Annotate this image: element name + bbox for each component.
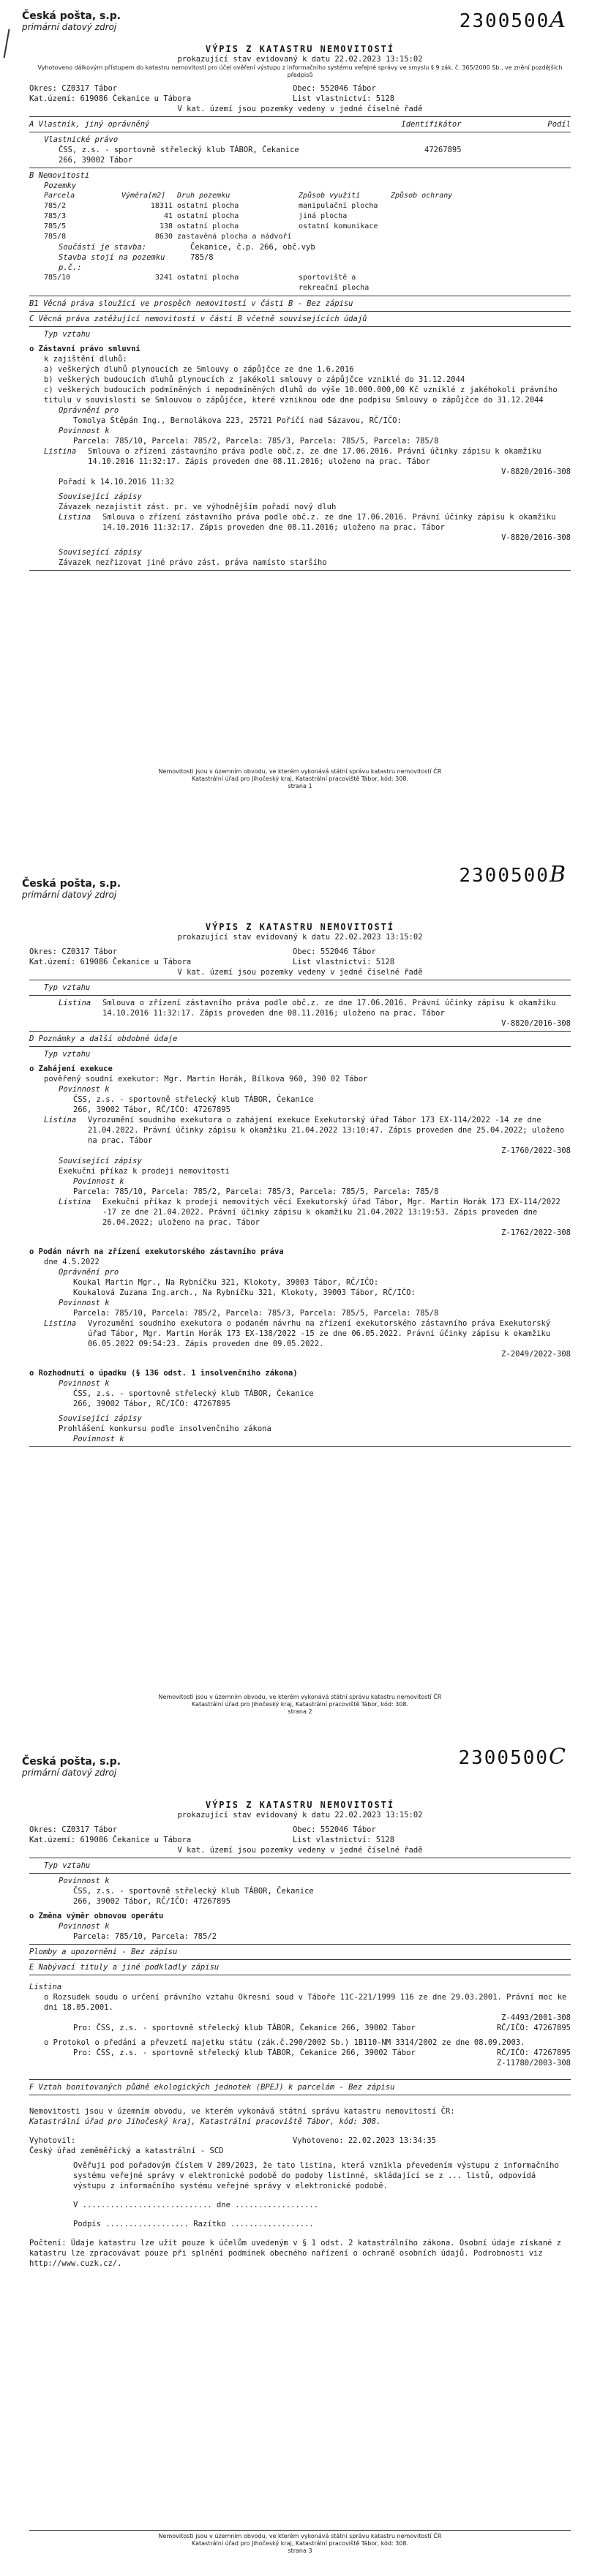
section-d: D Poznámky a další obdobné údaje — [29, 1034, 178, 1043]
table-row: 785/5 138 ostatní plocha ostatní komunikace — [44, 222, 378, 230]
doc-date: prokazující stav evidovaný k datu 22.02.2023 13:15:02 — [177, 55, 423, 64]
zastavni-pravo: o Zástavní právo smluvní — [29, 345, 140, 353]
stamp-number: 2300500C — [458, 1744, 567, 1770]
doc-intro: Vyhotoveno dálkovým přístupem do katastru nemovitostí pro účel ověření výstupu z informačního systému veřejné správy ve smyslu § 9 zák. č. 365/2000 Sb., ve znění pozdějších předpisů — [37, 64, 563, 78]
doc-title: VÝPIS Z KATASTRU NEMOVITOSTÍ — [205, 44, 395, 54]
stamp-number: 2300500B — [459, 862, 567, 887]
stamp-number: 2300500A — [459, 7, 567, 33]
brand-subtitle: primární datový zdroj — [22, 22, 117, 32]
zahajeni-exekuce: o Zahájení exekuce — [29, 1064, 113, 1073]
pocteni: Počtení: Údaje katastru lze užít pouze k účelům uvedeným v § 1 odst. 2 katastrálního zákona. Osobní údaje získané z katastru lze zpracovávat pouze při splnění podmínek obecného nařízení o ochraně osobních údajů. Podrobnosti viz http://www.cuzk.cz/. — [29, 2239, 561, 2268]
table-row: 785/2 18311 ostatní plocha manipulační plocha — [44, 202, 378, 210]
post-header: Česká pošta, s.p. primární datový zdroj — [22, 1756, 121, 1778]
overovaci-dolozka: Ověřuji pod pořadovým číslem V 209/2023, že tato listina, která vznikla převedením výstupu z informačního systému veřejné správy v elektronické podobě do podoby listinné, skládající se z ... listů, odpovídá výstupu z informačního systému veřejné správy v elektronické podobě. — [73, 2161, 559, 2190]
margin-mark — [4, 29, 15, 59]
parcel-table — [44, 191, 457, 242]
parcel-table-2 — [44, 273, 395, 293]
page-3-body: VÝPIS Z KATASTRU NEMOVITOSTÍ prokazující stav evidovaný k datu 22.02.2023 13:15:02 Okres: CZ0317 Tábor Obec: 552046 Tábor Kat.území: 619086 Čekanice u Tábora List vlastnictví: 5128 V kat. území jsou pozemky vedeny v jedné číselné řadě Typ vztahu Povinnost k ČSS, z.s. - sportovně střelecký klub TÁBOR, Čekanice 266, 39002 Tábor, RČ/IČO: 47267895 o Změna výměr obnovou operátu Povinnost k Parcela: 785/10, Parcela: 785/2 Plomby a upozornění - Bez zápisu E Nabývací tituly a jiné podkladly zápisu Listina o Rozsudek soudu o určení právního vztahu Okresní soud v Táboře 11C-221/1999 116 ze dne 29.03.2001. Právní moc ke dni 18.05.2001. Z-4493/2001-308 Pro: ČSS, z.s. - sportovně střelecký klub TÁBOR, Čekanice 266, 39002 Tábor RČ/IČO: 47267895 o Protokol o předání a převzetí majetku státu (zák.č.290/2002 Sb.) 1B110-NM 3314/2002 ze dne 08.09.2003. Pro: ČSS, z.s. - sportovně střelecký klub TÁBOR, Čekanice 266, 39002 Tábor RČ/IČO: 47267895 Z-11780/2003-308 F Vztah bonitovaných půdně ekologických jednotek (BPEJ) k parcelám - Bez zápisu Nemovitosti jsou v územním obvodu, ve kterém vykonává státní správu katastru nemovitostí ČR: Katastrální úřad pro Jihočeský kraj, Katastrální pracoviště Tábor, kód: 308. Vyhotovil: Vyhotoveno: 22.02.2023 13:34:35 Český úřad zeměměřický a katastrální - SCD Ověřuji pod pořadovým číslem V 209/2023, že tato listina, která vznikla převedením výstupu z informačního systému veřejné správy v elektronické podobě do podoby listinné, skládající se z ... listů, odpovídá výstupu z informačního systému veřejné správy v elektronické podobě. V ............................ dne .................. Podpis .................. Razítko .................. Počtení: Údaje katastru lze užít pouze k účelům uvedeným v § 1 odst. 2 katastrálního zákona. Osobní údaje získané z katastru lze zpracovávat pouze při splnění podmínek obecného nařízení o ochraně osobních údajů. Podrobnosti viz http://www.cuzk.cz/. — [29, 1800, 571, 2268]
table-row: 785/8 8630 zastavěná plocha a nádvoří — [44, 233, 292, 241]
post-header — [22, 10, 121, 32]
kat-row: Kat.území: 619086 Čekanice u Tábora List vlastnictví: 5128 — [29, 94, 395, 103]
table-row: 785/10 3241 ostatní plocha sportoviště a rekreační plocha — [44, 274, 370, 292]
okres-row: Okres: CZ0317 Tábor Obec: 552046 Tábor — [29, 84, 376, 93]
page-1 — [0, 0, 600, 797]
plomby: Plomby a upozornění - Bez zápisu — [29, 1948, 178, 1956]
table-row: 785/3 41 ostatní plocha jiná plocha — [44, 212, 348, 220]
section-e: E Nabývací tituly a jiné podkladly zápisu — [29, 1963, 220, 1972]
page-2 — [0, 812, 600, 1719]
post-header: Česká pošta, s.p. primární datový zdroj — [22, 878, 121, 900]
page-3 — [0, 1727, 600, 2576]
section-a: A Vlastník, jiný oprávněný Identifikátor Podíl — [29, 120, 571, 129]
section-b: B Nemovitosti — [29, 171, 90, 180]
section-c: C Věcná práva zatěžující nemovitosti v části B včetně souvisejících údajů — [29, 315, 367, 323]
navrh-zastavni-pravo: o Podán návrh na zřízení exekutorského zástavního práva — [29, 1247, 284, 1256]
brand: Česká pošta, s.p. — [22, 10, 121, 22]
page-1-body: VÝPIS Z KATASTRU NEMOVITOSTÍ prokazující stav evidovaný k datu 22.02.2023 13:15:02 Vyhotoveno dálkovým přístupem do katastru nemovitostí pro účel ověření výstupu z informačního systému veřejné správy ve smyslu § 9 zák. č. 365/2000 Sb., ve znění pozdějších předpisů Okres: CZ0317 Tábor Obec: 552046 Tábor Kat.území: 619086 Čekanice u Tábora List vlastnictví: 5128 V kat. území jsou pozemky vedeny v jedné číselné řadě A Vlastník, jiný oprávněný Identifikátor Podíl Vlastnické právo ČSS, z.s. - sportovně střelecký klub TÁBOR, Čekanice 47267895 266, 39002 Tábor B Nemovitosti Pozemky Parcela Výměra[m2] Druh pozemku Způsob využití Způsob ochrany 785/2 18311 ostatní plocha manipulační plocha 785/3 41 ostatní plocha jiná plocha 785/5 138 ostatní plocha ostatní komunikace 785/8 8630 zastavěná plocha a nádvoří Součástí je stavba: Čekanice, č.p. 266, obč.vyb Stavba stojí na pozemku p.č.: 785/8 785/10 3241 ostatní plocha sportoviště a rekreační plocha B1 Věcná práva sloužící ve prospěch nemovitostí v části B - Bez zápisu C Věcná práva zatěžující nemovitosti v části B včetně souvisejících údajů Typ vztahu o Zástavní právo smluvní k zajištění dluhů: a) veškerých dluhů plynoucích ze Smlouvy o zápůjčce ze dne 1.6.2016 b) veškerých budoucích dluhů plynoucích z jakékoli smlouvy o zápůjčce vzniklé do 31.12.2044 c) veškerých budoucích podmíněných i nepodmíněných dluhů do výše 10.000.000,00 Kč vzniklé z jakéhokoli právního titulu v souvislosti se Smlouvou o zápůjčce, které vzniknou ode dne podpisu Smlouvy o zápůjčce do 31.12.2044 Oprávnění pro Tomolya Štěpán Ing., Bernolákova 223, 25721 Poříčí nad Sázavou, RČ/IČO: Povinnost k Parcela: 785/10, Parcela: 785/2, Parcela: 785/3, Parcela: 785/5, Parcela: 785/8 Listina Smlouva o zřízení zástavního práva podle obč.z. ze dne 17.06.2016. Právní účinky zápisu k okamžiku 14.10.2016 11:32:17. Zápis proveden dne 08.11.2016; uloženo na prac. Tábor V-8820/2016-308 Pořadí k 14.10.2016 11:32 Související zápisy Závazek nezajistit zást. pr. ve výhodnějším pořadí nový dluh Listina Smlouva o zřízení zástavního práva podle obč.z. ze dne 17.06.2016. Právní účinky zápisu k okamžiku 14.10.2016 11:32:17. Zápis proveden dne 08.11.2016; uloženo na prac. Tábor V-8820/2016-308 Související zápisy Závazek nezřizovat jiné právo zást. práva namísto staršího — [29, 44, 571, 573]
page-footer: Nemovitosti jsou v územním obvodu, ve kterém vykonává státní správu katastru nemovitostí ČR Katastrální úřad pro Jihočeský kraj, Katastrální pracoviště Tábor, kód: 308. strana 3 — [29, 2528, 571, 2555]
page-2-body: VÝPIS Z KATASTRU NEMOVITOSTÍ prokazující stav evidovaný k datu 22.02.2023 13:15:02 Okres: CZ0317 Tábor Obec: 552046 Tábor Kat.území: 619086 Čekanice u Tábora List vlastnictví: 5128 V kat. území jsou pozemky vedeny v jedné číselné řadě Typ vztahu Listina Smlouva o zřízení zástavního práva podle obč.z. ze dne 17.06.2016. Právní účinky zápisu k okamžiku 14.10.2016 11:32:17. Zápis proveden dne 08.11.2016; uloženo na prac. Tábor V-8820/2016-308 D Poznámky a další obdobné údaje Typ vztahu o Zahájení exekuce pověřený soudní exekutor: Mgr. Martin Horák, Bílkova 960, 390 02 Tábor Povinnost k ČSS, z.s. - sportovně střelecký klub TÁBOR, Čekanice 266, 39002 Tábor, RČ/IČO: 47267895 Listina Vyrozumění soudního exekutora o zahájení exekuce Exekutorský úřad Tábor 173 EX-114/2022 -14 ze dne 21.04.2022. Právní účinky zápisu k okamžiku 21.04.2022 13:10:47. Zápis proveden dne 25.04.2022; uloženo na prac. Tábor Z-1760/2022-308 Související zápisy Exekuční příkaz k prodeji nemovitosti Povinnost k Parcela: 785/10, Parcela: 785/2, Parcela: 785/3, Parcela: 785/5, Parcela: 785/8 Listina Exekuční příkaz k prodeji nemovitých věcí Exekutorský úřad Tábor, Mgr. Martin Horák 173 EX-114/2022 -17 ze dne 21.04.2022. Právní účinky zápisu k okamžiku 21.04.2022 13:19:53. Zápis proveden dne 26.04.2022; uloženo na prac. Tábor Z-1762/2022-308 o Podán návrh na zřízení exekutorského zástavního práva dne 4.5.2022 Oprávnění pro Koukal Martin Mgr., Na Rybníčku 321, Klokoty, 39003 Tábor, RČ/IČO: Koukalová Zuzana Ing.arch., Na Rybníčku 321, Klokoty, 39003 Tábor, RČ/IČO: Povinnost k Parcela: 785/10, Parcela: 785/2, Parcela: 785/3, Parcela: 785/5, Parcela: 785/8 Listina Vyrozumění soudního exekutora o podaném návrhu na zřízení exekutorského zástavního práva Exekutorský úřad Tábor, Mgr. Martin Horák 173 EX-138/2022 -15 ze dne 06.05.2022. Právní účinky zápisu k okamžiku 06.05.2022 09:54:23. Zápis proveden dne 09.05.2022. Z-2049/2022-308 o Rozhodnutí o úpadku (§ 136 odst. 1 insolvenčního zákona) Povinnost k ČSS, z.s. - sportovně střelecký klub TÁBOR, Čekanice 266, 39002 Tábor, RČ/IČO: 47267895 Související zápisy Prohlášení konkursu podle insolvenčního zákona Povinnost k — [29, 922, 571, 1449]
kat-note: V kat. území jsou pozemky vedeny v jedné číselné řadě — [177, 105, 423, 113]
page-footer: Nemovitosti jsou v územním obvodu, ve kterém vykonává státní správu katastru nemovitostí ČR Katastrální úřad pro Jihočeský kraj, Katastrální pracoviště Tábor, kód: 308. strana 2 — [158, 1694, 442, 1715]
zmena-vymer: o Změna výměr obnovou operátu — [29, 1912, 164, 1920]
section-f: F Vztah bonitovaných půdně ekologických jednotek (BPEJ) k parcelám - Bez zápisu — [29, 2083, 395, 2092]
rozhodnuti-o-upadku: o Rozhodnutí o úpadku (§ 136 odst. 1 insolvenčního zákona) — [29, 1369, 298, 1378]
parcel-header: Parcela Výměra[m2] Druh pozemku Způsob využití Způsob ochrany — [44, 192, 453, 200]
section-b1: B1 Věcná práva sloužící ve prospěch nemovitostí v části B - Bez zápisu — [29, 299, 353, 308]
page-footer: Nemovitosti jsou v územním obvodu, ve kterém vykonává státní správu katastru nemovitostí ČR Katastrální úřad pro Jihočeský kraj, Katastrální pracoviště Tábor, kód: 308. strana 1 — [158, 768, 442, 789]
